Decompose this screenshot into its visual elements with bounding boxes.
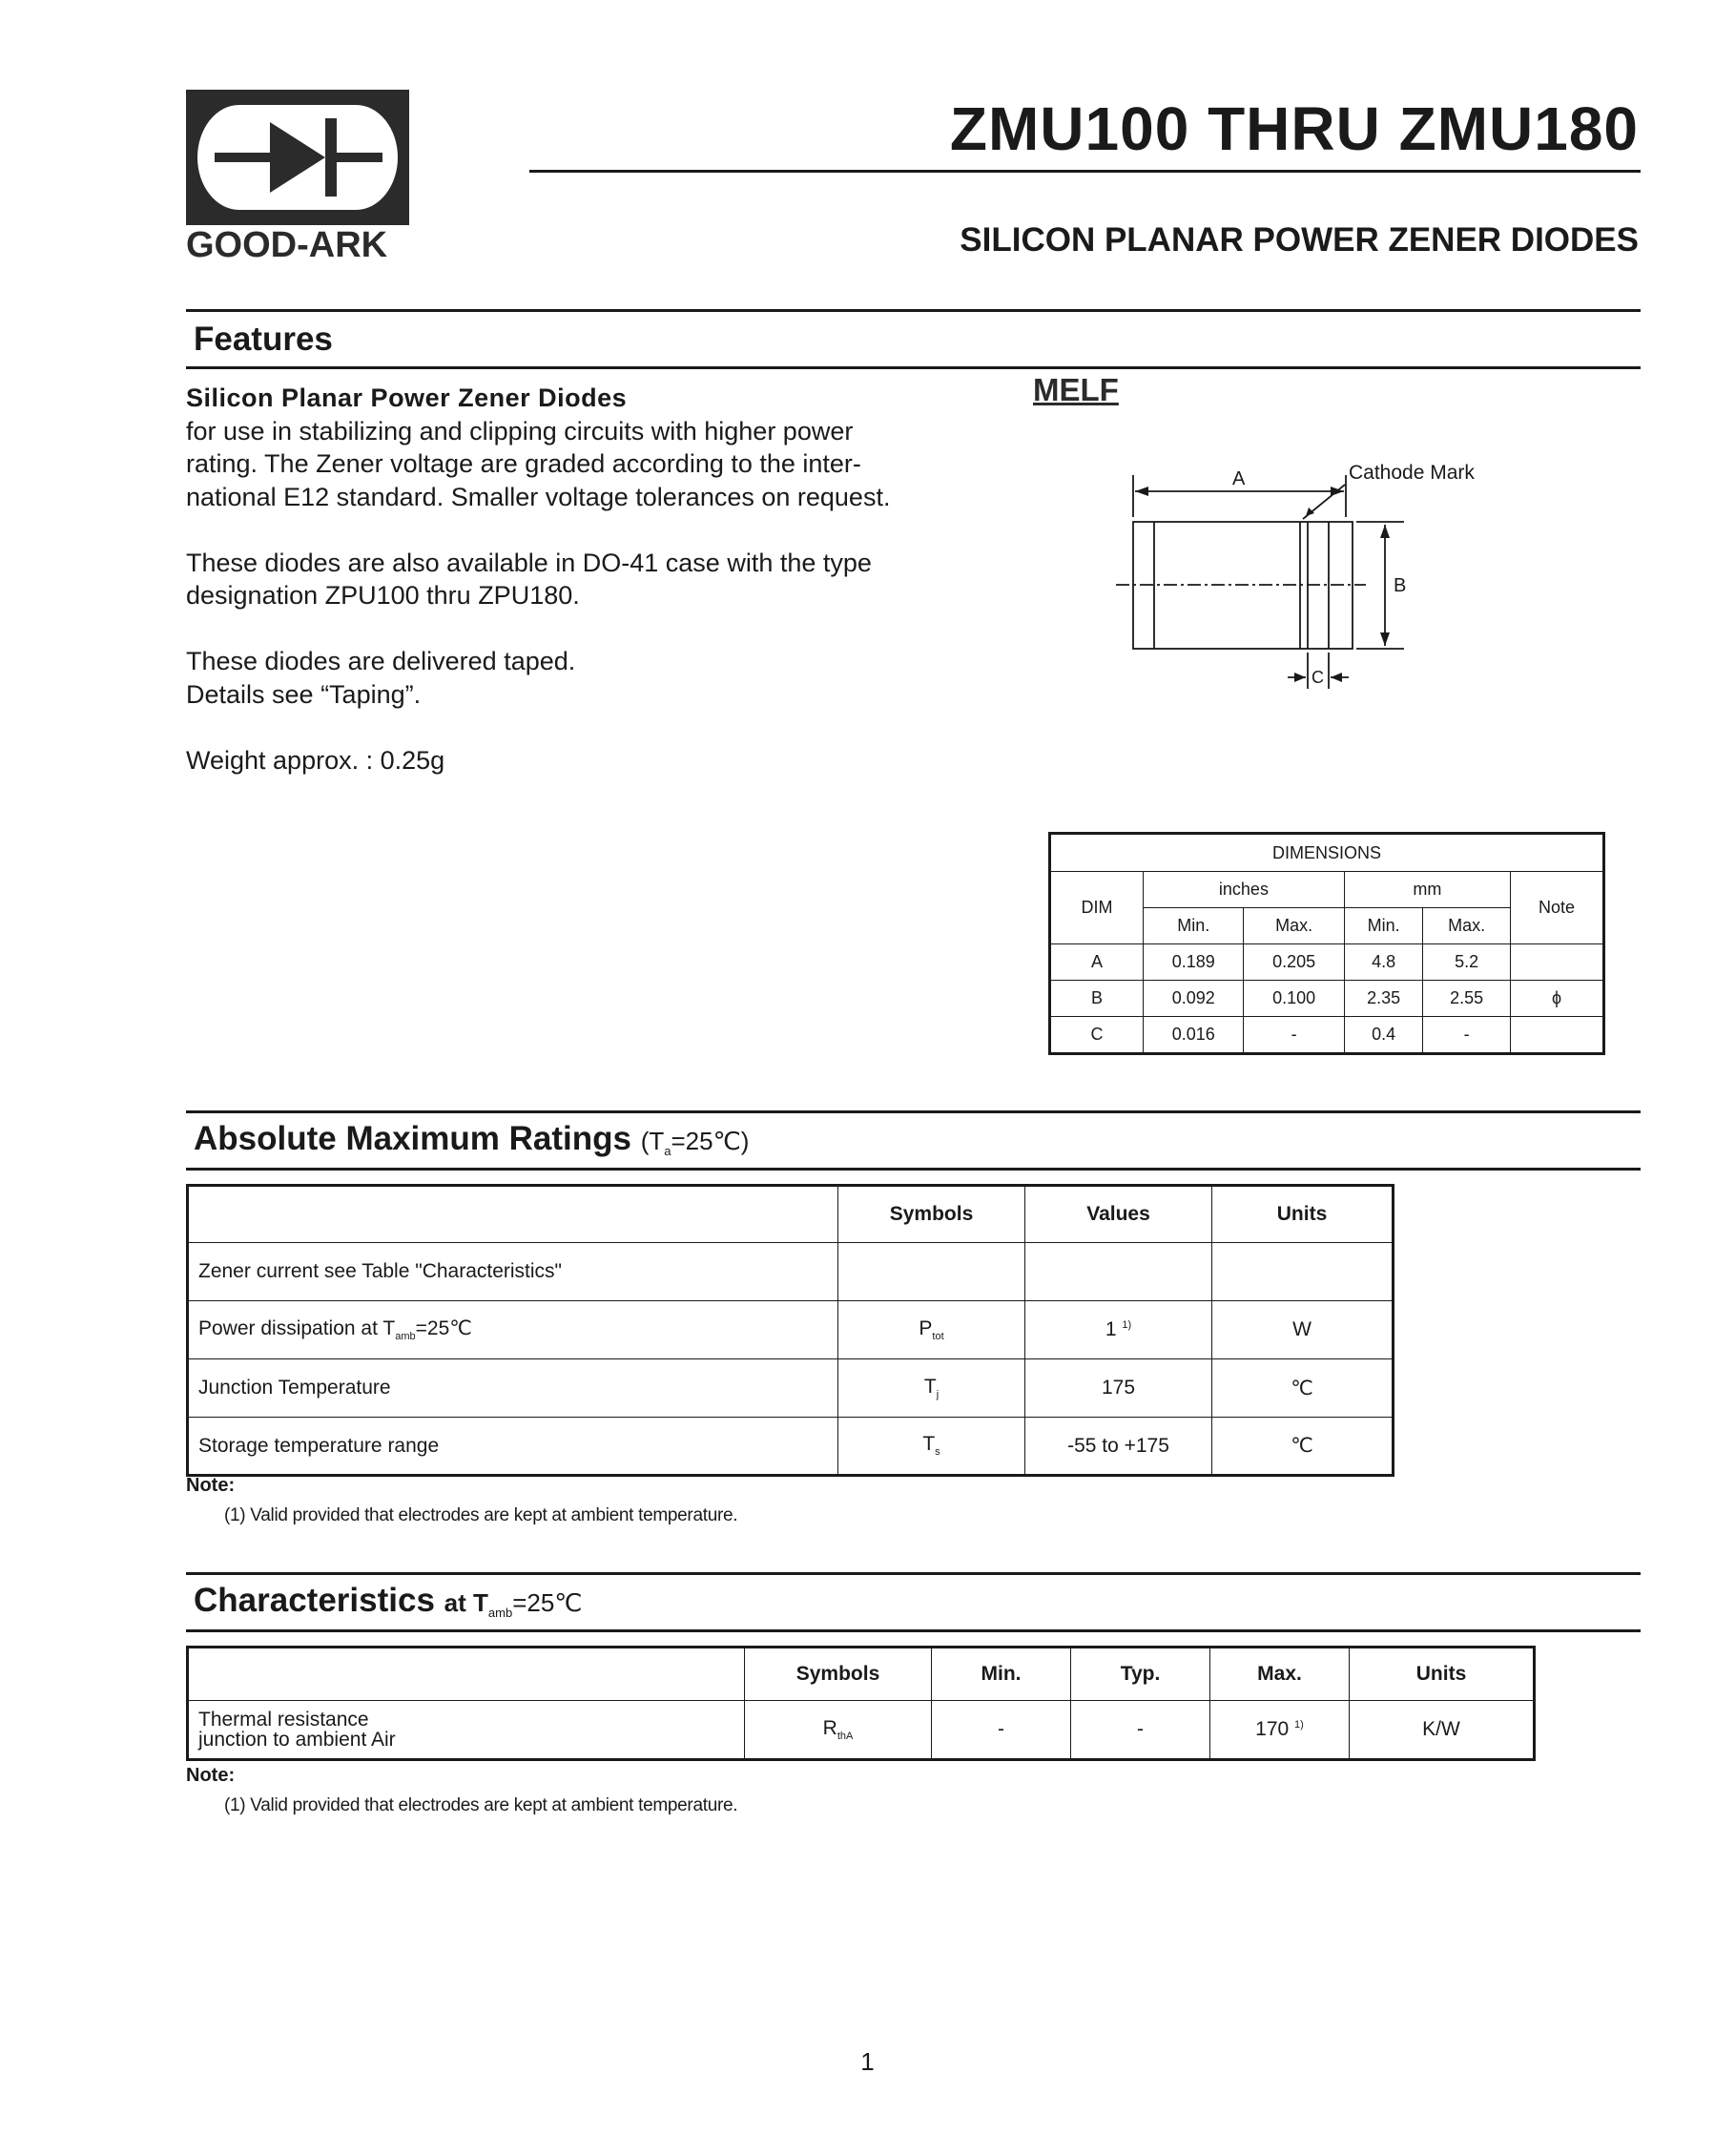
section-divider bbox=[186, 1168, 1641, 1171]
table-cell: - bbox=[932, 1701, 1071, 1760]
ratings-title: Absolute Maximum Ratings bbox=[194, 1120, 631, 1157]
table-cell bbox=[838, 1418, 1025, 1476]
dimensions-table bbox=[1048, 832, 1605, 1055]
ratings-condition-prefix: (T bbox=[640, 1127, 665, 1155]
symbol-sub: j bbox=[936, 1389, 940, 1401]
table-cell: 0.100 bbox=[1244, 981, 1344, 1017]
taping-paragraph bbox=[186, 645, 949, 711]
features-lead: Silicon Planar Power Zener Diodes bbox=[186, 384, 628, 412]
dim-c-label: C bbox=[1312, 668, 1324, 687]
table-cell: Units bbox=[1212, 1186, 1394, 1243]
section-divider bbox=[186, 309, 1641, 312]
ratings-condition-suffix: =25℃) bbox=[671, 1127, 750, 1155]
section-divider bbox=[186, 1110, 1641, 1113]
features-paragraph bbox=[186, 382, 949, 513]
table-cell: ϕ bbox=[1511, 981, 1604, 1017]
brand-name: GOOD-ARK bbox=[186, 225, 388, 265]
footnote-ref: 1) bbox=[1122, 1319, 1132, 1331]
title-divider bbox=[529, 170, 1641, 173]
characteristics-condition-suffix: =25℃ bbox=[512, 1588, 583, 1617]
table-cell: - bbox=[1244, 1017, 1344, 1054]
param-sub: amb bbox=[395, 1331, 416, 1343]
table-cell: Zener current see Table "Characteristics" bbox=[188, 1243, 838, 1301]
do41-line: designation ZPU100 thru ZPU180. bbox=[186, 581, 580, 610]
characteristics-title: Characteristics bbox=[194, 1582, 435, 1619]
characteristics-note-label: Note: bbox=[186, 1765, 236, 1786]
table-cell: DIM bbox=[1050, 872, 1144, 944]
symbol-text: T bbox=[923, 1375, 937, 1398]
param-text: junction to ambient Air bbox=[198, 1729, 396, 1751]
table-row bbox=[1050, 872, 1604, 908]
table-cell bbox=[1511, 944, 1604, 981]
do41-line: These diodes are also available in DO-41 case with the type bbox=[186, 548, 872, 577]
table-cell: 0.016 bbox=[1144, 1017, 1244, 1054]
section-divider bbox=[186, 1572, 1641, 1575]
features-line: national E12 standard. Smaller voltage tolerances on request. bbox=[186, 482, 891, 511]
do41-paragraph bbox=[186, 547, 949, 612]
page-title: ZMU100 THRU ZMU180 bbox=[949, 94, 1639, 163]
zener-diode-logo-icon bbox=[186, 90, 409, 225]
table-cell: 4.8 bbox=[1344, 944, 1423, 981]
table-row bbox=[188, 1301, 1394, 1359]
table-cell: 2.35 bbox=[1344, 981, 1423, 1017]
table-cell: Units bbox=[1350, 1648, 1535, 1701]
table-cell: 0.189 bbox=[1144, 944, 1244, 981]
param-text: Power dissipation at T bbox=[198, 1317, 396, 1340]
table-cell: Junction Temperature bbox=[188, 1359, 838, 1418]
table-cell: 0.092 bbox=[1144, 981, 1244, 1017]
table-row bbox=[188, 1243, 1394, 1301]
table-cell bbox=[188, 1648, 745, 1701]
taping-line: These diodes are delivered taped. bbox=[186, 647, 576, 675]
table-cell: Min. bbox=[1344, 908, 1423, 944]
table-cell: mm bbox=[1344, 872, 1510, 908]
symbol-sub: tot bbox=[932, 1331, 944, 1343]
table-cell bbox=[188, 1186, 838, 1243]
table-cell: Typ. bbox=[1071, 1648, 1210, 1701]
footnote-ref: 1) bbox=[1294, 1719, 1304, 1731]
characteristics-condition bbox=[444, 1588, 583, 1621]
table-cell bbox=[188, 1701, 745, 1760]
table-row bbox=[1050, 1017, 1604, 1054]
table-cell: B bbox=[1050, 981, 1144, 1017]
symbol-sub: s bbox=[935, 1446, 940, 1459]
taping-line: Details see “Taping”. bbox=[186, 679, 422, 709]
table-row bbox=[1050, 944, 1604, 981]
table-row bbox=[1050, 981, 1604, 1017]
melf-package-drawing bbox=[1116, 448, 1475, 706]
table-cell: - bbox=[1423, 1017, 1511, 1054]
table-row bbox=[188, 1701, 1535, 1760]
table-cell: 0.205 bbox=[1244, 944, 1344, 981]
symbol-text: T bbox=[922, 1433, 936, 1456]
table-cell: Storage temperature range bbox=[188, 1418, 838, 1476]
table-cell: Max. bbox=[1244, 908, 1344, 944]
table-cell: ℃ bbox=[1212, 1359, 1394, 1418]
table-cell: Min. bbox=[932, 1648, 1071, 1701]
value-text: 170 bbox=[1255, 1718, 1290, 1740]
table-cell: 2.55 bbox=[1423, 981, 1511, 1017]
table-cell bbox=[1025, 1243, 1212, 1301]
ratings-note-text: (1) Valid provided that electrodes are kept at ambient temperature. bbox=[224, 1505, 738, 1525]
table-cell bbox=[1025, 1301, 1212, 1359]
table-row bbox=[188, 1418, 1394, 1476]
param-text: =25℃ bbox=[415, 1317, 472, 1340]
table-cell bbox=[838, 1243, 1025, 1301]
table-cell bbox=[188, 1301, 838, 1359]
table-cell bbox=[838, 1359, 1025, 1418]
param-text: Thermal resistance bbox=[198, 1709, 369, 1731]
table-cell: Max. bbox=[1423, 908, 1511, 944]
features-line: for use in stabilizing and clipping circuits with higher power bbox=[186, 416, 854, 446]
symbol-sub: thA bbox=[837, 1731, 854, 1743]
symbol-text: R bbox=[822, 1716, 837, 1739]
characteristics-note-text: (1) Valid provided that electrodes are kept at ambient temperature. bbox=[224, 1795, 738, 1815]
symbol-text: P bbox=[919, 1316, 933, 1339]
table-row bbox=[1050, 834, 1604, 872]
table-cell: - bbox=[1071, 1701, 1210, 1760]
table-cell: Min. bbox=[1144, 908, 1244, 944]
characteristics-condition-sub: amb bbox=[487, 1606, 513, 1621]
page-number: 1 bbox=[860, 2047, 875, 2076]
table-row bbox=[188, 1359, 1394, 1418]
table-cell: -55 to +175 bbox=[1025, 1418, 1212, 1476]
features-heading: Features bbox=[194, 321, 333, 358]
features-text bbox=[186, 382, 949, 810]
table-cell: 0.4 bbox=[1344, 1017, 1423, 1054]
table-cell: ℃ bbox=[1212, 1418, 1394, 1476]
table-cell bbox=[1212, 1243, 1394, 1301]
table-cell bbox=[838, 1301, 1025, 1359]
table-cell: 5.2 bbox=[1423, 944, 1511, 981]
section-divider bbox=[186, 1629, 1641, 1632]
table-cell: Symbols bbox=[745, 1648, 932, 1701]
cathode-mark-label: Cathode Mark bbox=[1349, 462, 1475, 484]
table-cell: K/W bbox=[1350, 1701, 1535, 1760]
table-row bbox=[188, 1186, 1394, 1243]
brand-logo bbox=[186, 90, 409, 225]
weight-text: Weight approx. : 0.25g bbox=[186, 745, 445, 775]
dim-a-label: A bbox=[1232, 468, 1246, 489]
table-cell bbox=[1511, 1017, 1604, 1054]
ratings-note-label: Note: bbox=[186, 1475, 236, 1496]
ratings-heading bbox=[194, 1120, 749, 1158]
value-text: 1 bbox=[1105, 1318, 1117, 1340]
section-divider bbox=[186, 366, 1641, 369]
table-cell: DIMENSIONS bbox=[1050, 834, 1604, 872]
page-subtitle: SILICON PLANAR POWER ZENER DIODES bbox=[960, 221, 1639, 259]
characteristics-table bbox=[186, 1646, 1536, 1761]
table-cell: inches bbox=[1144, 872, 1345, 908]
ratings-table bbox=[186, 1184, 1394, 1477]
ratings-condition bbox=[640, 1127, 750, 1159]
table-cell bbox=[1210, 1701, 1350, 1760]
weight-paragraph bbox=[186, 744, 949, 777]
table-cell: W bbox=[1212, 1301, 1394, 1359]
table-cell: A bbox=[1050, 944, 1144, 981]
table-cell: C bbox=[1050, 1017, 1144, 1054]
characteristics-condition-prefix: at T bbox=[444, 1588, 488, 1617]
characteristics-heading bbox=[194, 1582, 583, 1620]
table-cell: Note bbox=[1511, 872, 1604, 944]
package-name: MELF bbox=[1033, 372, 1119, 407]
table-cell: Symbols bbox=[838, 1186, 1025, 1243]
dim-b-label: B bbox=[1394, 575, 1407, 596]
table-row bbox=[188, 1648, 1535, 1701]
table-cell bbox=[745, 1701, 932, 1760]
table-cell: Max. bbox=[1210, 1648, 1350, 1701]
table-cell: Values bbox=[1025, 1186, 1212, 1243]
features-line: rating. The Zener voltage are graded according to the inter- bbox=[186, 449, 861, 478]
ratings-condition-sub: a bbox=[664, 1144, 671, 1159]
table-cell: 175 bbox=[1025, 1359, 1212, 1418]
